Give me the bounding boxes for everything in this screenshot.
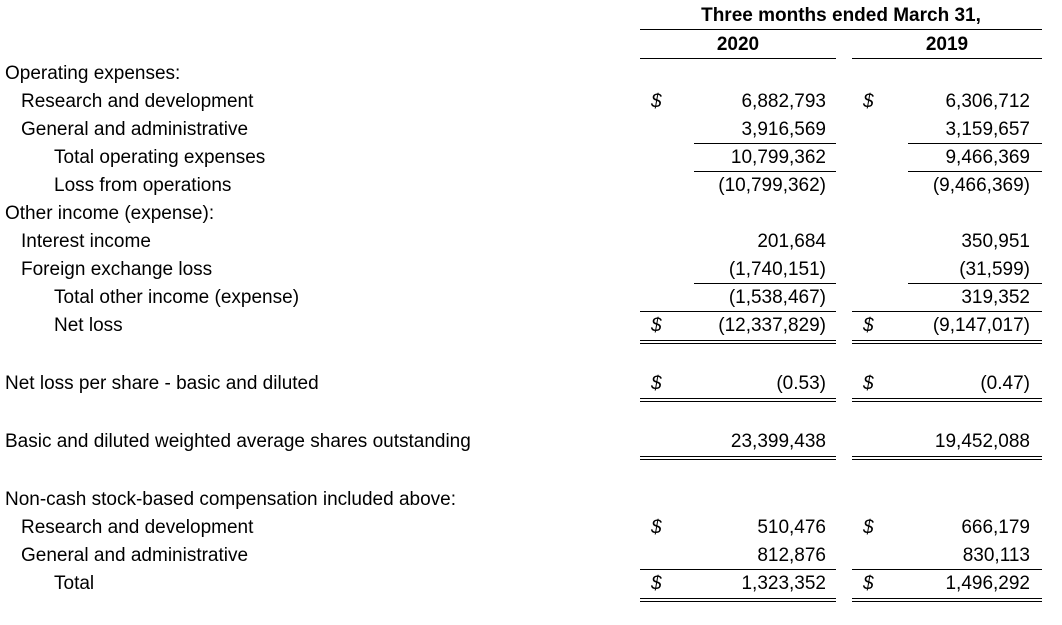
currency-symbol: $ — [863, 315, 874, 336]
subtotal-rule — [640, 311, 836, 312]
total-double-rule — [852, 398, 1042, 402]
loss-ops-2019-value: (9,466,369) — [932, 175, 1030, 196]
fx-2020-value: (1,740,151) — [728, 259, 826, 280]
total-double-rule — [640, 456, 836, 460]
currency-symbol: $ — [651, 315, 662, 336]
net-loss-2020-value: (12,337,829) — [718, 315, 826, 336]
sbc-total-2020-value: 1,323,352 — [741, 573, 826, 594]
interest-2019-value: 350,951 — [961, 231, 1030, 252]
sbc-total-2019-value: 1,496,292 — [945, 573, 1030, 594]
currency-symbol: $ — [651, 91, 662, 112]
opex-heading: Operating expenses: — [5, 63, 181, 84]
sbc-rd-label: Research and development — [21, 517, 254, 538]
year-2019-header: 2019 — [925, 34, 969, 55]
subtotal-rule — [908, 143, 1042, 144]
sbc-ga-2020-value: 812,876 — [757, 545, 826, 566]
subtotal-rule — [694, 283, 836, 284]
shares-label: Basic and diluted weighted average shares outstanding — [5, 431, 471, 452]
currency-symbol: $ — [863, 573, 874, 594]
total-opex-label: Total operating expenses — [54, 147, 266, 168]
subtotal-rule — [694, 171, 836, 172]
sbc-ga-label: General and administrative — [21, 545, 249, 566]
ga-2019-value: 3,159,657 — [945, 119, 1030, 140]
total-double-rule — [640, 598, 836, 602]
subtotal-rule — [694, 143, 836, 144]
loss-ops-label: Loss from operations — [54, 175, 232, 196]
subtotal-rule — [852, 569, 1042, 570]
interest-label: Interest income — [21, 231, 151, 252]
total-other-2020-value: (1,538,467) — [728, 287, 826, 308]
total-other-label: Total other income (expense) — [54, 287, 300, 308]
year-2020-rule — [640, 58, 836, 59]
currency-symbol: $ — [863, 373, 874, 394]
fx-2019-value: (31,599) — [959, 259, 1030, 280]
net-loss-label: Net loss — [54, 315, 123, 336]
sbc-total-label: Total — [54, 573, 95, 594]
interest-2020-value: 201,684 — [757, 231, 826, 252]
ga-label: General and administrative — [21, 119, 249, 140]
subtotal-rule — [640, 569, 836, 570]
total-double-rule — [852, 340, 1042, 344]
currency-symbol: $ — [651, 573, 662, 594]
period-header: Three months ended March 31, — [701, 5, 981, 26]
ga-2020-value: 3,916,569 — [741, 119, 826, 140]
sbc-rd-2020-value: 510,476 — [757, 517, 826, 538]
header-rule — [640, 29, 1042, 30]
currency-symbol: $ — [651, 373, 662, 394]
fx-label: Foreign exchange loss — [21, 259, 213, 280]
subtotal-rule — [908, 283, 1042, 284]
net-loss-2019-value: (9,147,017) — [932, 315, 1030, 336]
total-opex-2019-value: 9,466,369 — [945, 147, 1030, 168]
total-opex-2020-value: 10,799,362 — [730, 147, 826, 168]
currency-symbol: $ — [651, 517, 662, 538]
subtotal-rule — [852, 311, 1042, 312]
total-other-2019-value: 319,352 — [961, 287, 1030, 308]
shares-2020-value: 23,399,438 — [730, 431, 826, 452]
total-double-rule — [640, 398, 836, 402]
currency-symbol: $ — [863, 91, 874, 112]
total-double-rule — [852, 456, 1042, 460]
eps-2019-value: (0.47) — [980, 373, 1030, 394]
eps-2020-value: (0.53) — [776, 373, 826, 394]
rd-label: Research and development — [21, 91, 254, 112]
other-heading: Other income (expense): — [5, 203, 215, 224]
sbc-rd-2019-value: 666,179 — [961, 517, 1030, 538]
rd-2020-value: 6,882,793 — [741, 91, 826, 112]
loss-ops-2020-value: (10,799,362) — [718, 175, 826, 196]
total-double-rule — [640, 340, 836, 344]
eps-label: Net loss per share - basic and diluted — [5, 373, 319, 394]
sbc-heading: Non-cash stock-based compensation included above: — [5, 489, 456, 510]
total-double-rule — [852, 598, 1042, 602]
year-2019-rule — [852, 58, 1042, 59]
shares-2019-value: 19,452,088 — [934, 431, 1030, 452]
rd-2019-value: 6,306,712 — [945, 91, 1030, 112]
sbc-ga-2019-value: 830,113 — [962, 545, 1030, 566]
currency-symbol: $ — [863, 517, 874, 538]
year-2020-header: 2020 — [716, 34, 760, 55]
subtotal-rule — [908, 171, 1042, 172]
